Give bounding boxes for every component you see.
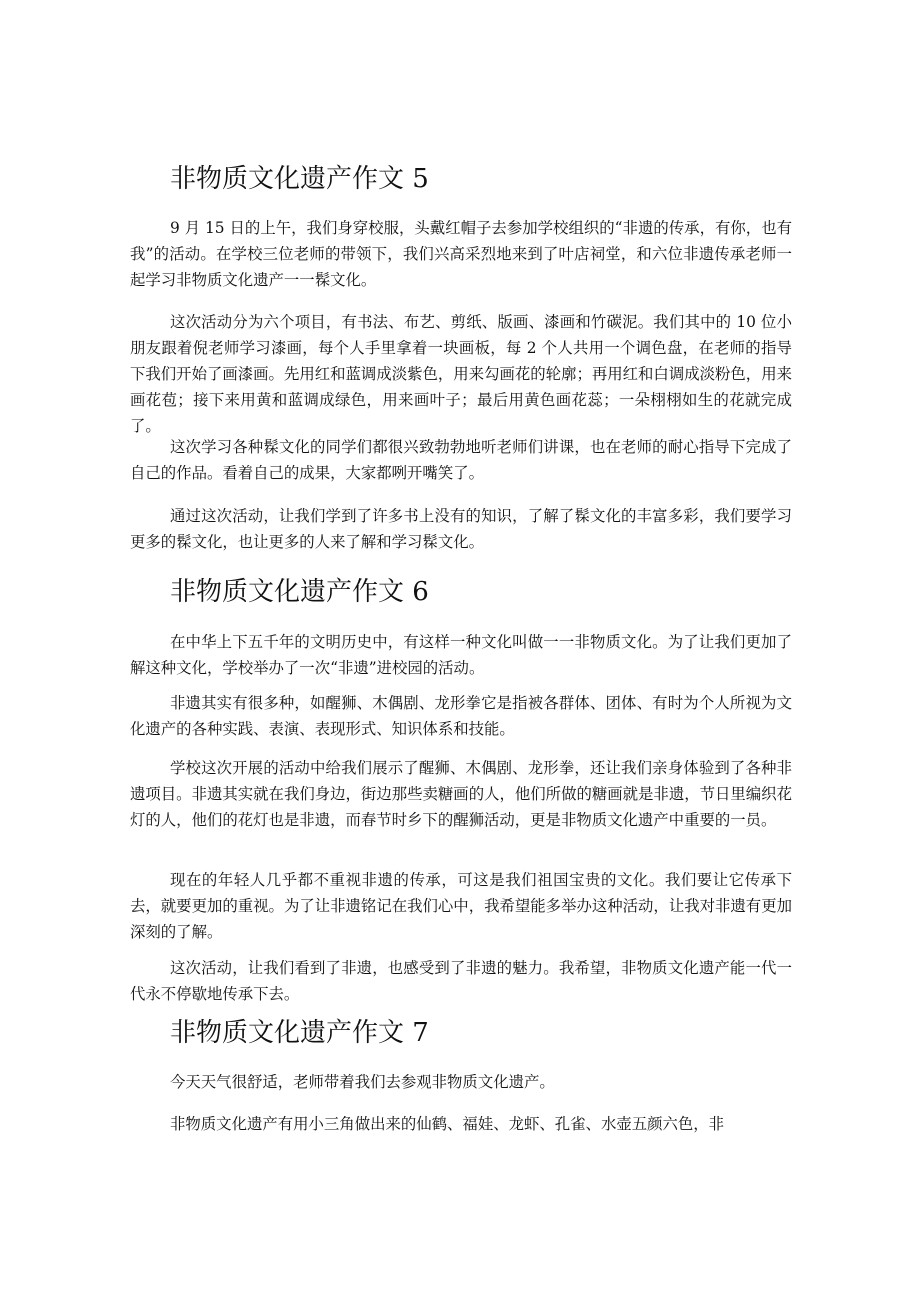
paragraph: 现在的年轻人几乎都不重视非遗的传承，可这是我们祖国宝贵的文化。我们要让它传承下去，就要更加的重视。为了让非遗铭记在我们心中，我希望能多举办这种活动，让我对非遗有更加深刻的了解。 bbox=[130, 871, 792, 941]
paragraph: 通过这次活动，让我们学到了许多书上没有的知识，了解了髹文化的丰富多彩，我们要学习更多的髹文化，也让更多的人来了解和学习髹文化。 bbox=[130, 507, 792, 551]
section-heading: 非物质文化遗产作文 5 bbox=[170, 164, 429, 194]
paragraph: 9 月 15 日的上午，我们身穿校服，头戴红帽子去参加学校组织的“非遗的传承，有你，也有我”的活动。在学校三位老师的带领下，我们兴高采烈地来到了叶店祠堂，和六位非遗传承老师一起学习非物质文化遗产一一髹文化。 bbox=[130, 219, 792, 289]
section-heading: 非物质文化遗产作文 7 bbox=[170, 1018, 429, 1048]
paragraph: 非物质文化遗产有用小三角做出来的仙鹤、福娃、龙虾、孔雀、水壶五颜六色，非 bbox=[170, 1115, 725, 1133]
paragraph: 这次活动，让我们看到了非遗，也感受到了非遗的魅力。我希望，非物质文化遗产能一代一代永不停歇地传承下去。 bbox=[130, 959, 792, 1003]
paragraph: 非遗其实有很多种，如醒狮、木偶剧、龙形拳它是指被各群体、团体、有时为个人所视为文化遗产的各种实践、表演、表现形式、知识体系和技能。 bbox=[130, 694, 792, 738]
paragraph: 学校这次开展的活动中给我们展示了醒狮、木偶剧、龙形拳，还让我们亲身体验到了各种非遗项目。非遗其实就在我们身边，街边那些卖糖画的人，他们所做的糖画就是非遗，节日里编织花灯的人，他们的花灯也是非遗，而春节时乡下的醒狮活动，更是非物质文化遗产中重要的一员。 bbox=[130, 759, 792, 829]
paragraph: 这次学习各种髹文化的同学们都很兴致勃勃地听老师们讲课，也在老师的耐心指导下完成了自己的作品。看着自己的成果，大家都咧开嘴笑了。 bbox=[130, 438, 792, 482]
paragraph: 今天天气很舒适，老师带着我们去参观非物质文化遗产。 bbox=[170, 1073, 555, 1091]
paragraph: 这次活动分为六个项目，有书法、布艺、剪纸、版画、漆画和竹碳泥。我们其中的 10 位小朋友跟着倪老师学习漆画，每个人手里拿着一块画板，每 2 个人共用一个调色盘，在老师的指导下我们开始了画漆画。先用红和蓝调成淡紫色，用来勾画花的轮廓；再用红和白调成淡粉色，用来画花苞；接下来用黄和蓝调成绿色，用来画叶子；最后用黄色画花蕊；一朵栩栩如生的花就完成了。 bbox=[130, 313, 792, 435]
paragraph: 在中华上下五千年的文明历史中，有这样一种文化叫做一一非物质文化。为了让我们更加了解这种文化，学校举办了一次“非遗”进校园的活动。 bbox=[130, 633, 792, 677]
section-heading: 非物质文化遗产作文 6 bbox=[170, 577, 429, 607]
